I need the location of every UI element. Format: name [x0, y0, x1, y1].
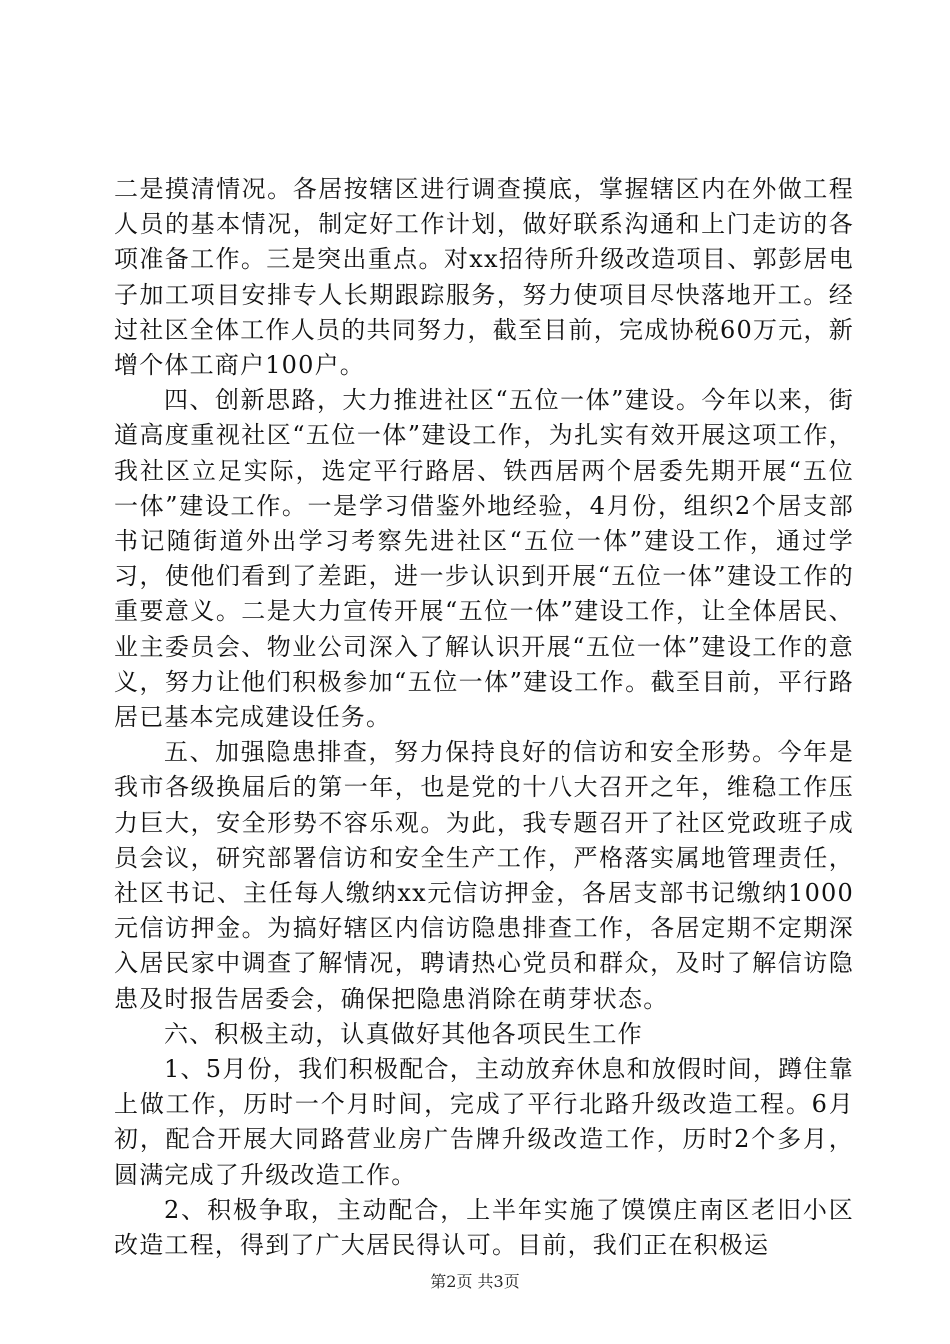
page-number: 第2页 共3页 [430, 1272, 520, 1291]
document-body [114, 172, 854, 1263]
paragraph-item-two: 2、积极争取，主动配合，上半年实施了馍馍庄南区老旧小区改造工程，得到了广大居民得认可。目前，我们正在积极运 [114, 1195, 854, 1260]
page-footer [0, 1272, 950, 1292]
heading-section-six: 六、积极主动，认真做好其他各项民生工作 [164, 1019, 643, 1048]
paragraph-section-four: 四、创新思路，大力推进社区“五位一体”建设。今年以来，街道高度重视社区“五位一体”建设工作，为扎实有效开展这项工作，我社区立足实际，选定平行路居、铁西居两个居委先期开展“五位一体”建设工作。一是学习借鉴外地经验，4月份，组织2个居支部书记随街道外出学习考察先进社区“五位一体”建设工作，通过学习，使他们看到了差距，进一步认识到开展“五位一体”建设工作的重要意义。二是大力宣传开展“五位一体”建设工作，让全体居民、业主委员会、物业公司深入了解认识开展“五位一体”建设工作的意义，努力让他们积极参加“五位一体”建设工作。截至目前，平行路居已基本完成建设任务。 [114, 386, 854, 732]
paragraph-item-one: 1、5月份，我们积极配合，主动放弃休息和放假时间，蹲住靠上做工作，历时一个月时间，完成了平行北路升级改造工程。6月初，配合开展大同路营业房广告牌升级改造工作，历时2个多月，圆满完成了升级改造工作。 [114, 1055, 854, 1189]
paragraph-continuation: 二是摸清情况。各居按辖区进行调查摸底，掌握辖区内在外做工程人员的基本情况，制定好工作计划，做好联系沟通和上门走访的各项准备工作。三是突出重点。对xx招待所升级改造项目、郭彭居电子加工项目安排专人长期跟踪服务，努力使项目尽快落地开工。经过社区全体工作人员的共同努力，截至目前，完成协税60万元，新增个体工商户100户。 [114, 175, 854, 380]
paragraph-section-five: 五、加强隐患排查，努力保持良好的信访和安全形势。今年是我市各级换届后的第一年，也是党的十八大召开之年，维稳工作压力巨大，安全形势不容乐观。为此，我专题召开了社区党政班子成员会议，研究部署信访和安全生产工作，严格落实属地管理责任，社区书记、主任每人缴纳xx元信访押金，各居支部书记缴纳1000元信访押金。为搞好辖区内信访隐患排查工作，各居定期不定期深入居民家中调查了解情况，聘请热心党员和群众，及时了解信访隐患及时报告居委会，确保把隐患消除在萌芽状态。 [114, 738, 854, 1013]
